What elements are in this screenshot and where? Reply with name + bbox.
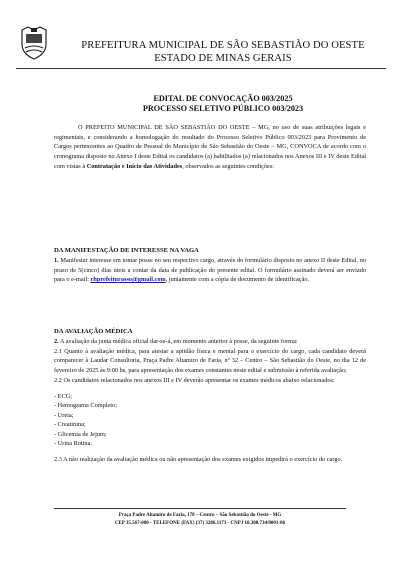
paragraph-2 bbox=[54, 337, 366, 347]
section1-paragraph bbox=[54, 256, 366, 285]
exam-list bbox=[54, 392, 366, 450]
state-name: ESTADO DE MINAS GERAIS bbox=[154, 53, 292, 64]
intro-tail: , observados as seguintes condições: bbox=[182, 162, 275, 170]
footer-address: Praça Padre Altamiro de Faria, 178 – Centro – São Sebastião do Oeste - MG bbox=[118, 513, 282, 518]
list-item: - Urina Rotina. bbox=[54, 440, 92, 448]
section2-body bbox=[54, 337, 366, 465]
list-item: - Creatinina; bbox=[54, 421, 86, 429]
municipal-crest-logo bbox=[20, 26, 48, 60]
list-item: - Hemograma Completo; bbox=[54, 402, 117, 410]
email-link[interactable]: rhprefeiturasso@gmail.com bbox=[90, 276, 166, 284]
paragraph-2-3: 2.3 A não realização da avaliação médica ou não apresentação dos exames exigidos impedirá o exercício do cargo. bbox=[54, 456, 343, 464]
footer bbox=[40, 512, 360, 527]
paragraph-2-number: 2. bbox=[54, 338, 59, 345]
edital-title: EDITAL DE CONVOCAÇÃO 003/2025 bbox=[153, 94, 293, 103]
paragraph-2-1: 2.1 Quanto à avaliação médica, para atestar a aptidão física e mental para o exercício do cargo, cada candidato deverá comparecer à Laudar Consultoria, Praça Padre Altamiro de Faria, nº 32 – Centro – São Sebastião do Oeste, no dia 12 de fevereiro de 2025 às 9:00 hs, para apresentação dos exames constantes neste edital e submissão à referida avaliação; bbox=[54, 347, 366, 375]
intro-bold-text: Contratação e Início das Atividades bbox=[86, 162, 183, 170]
processo-title: PROCESSO SELETIVO PÚBLICO 003/2023 bbox=[142, 103, 304, 113]
paragraph-2-text: A avaliação da junta médica oficial dar-se-á, em momento anterior à posse, da seguinte forma: bbox=[58, 338, 298, 345]
list-item: - Glicemia de Jejum; bbox=[54, 430, 107, 438]
list-item: - Ureia; bbox=[54, 411, 74, 419]
section1-number: 1. bbox=[54, 257, 59, 264]
section1-text: Manifestar interesse em tomar posse no seu respectivo cargo, através do formulário disposto no anexo II deste Edital, no prazo de 5(cinco) dias úteis a contar da data de publicação do presente edital. O formulário assinado deverá ser enviado para o e-mail: bbox=[54, 257, 366, 284]
section2-heading: DA AVALIAÇÃO MÉDICA bbox=[54, 328, 133, 335]
paragraph-2-2: 2.2 Os candidatos relacionados nos anexos III e IV deverão apresentar os exames médicos abaixo relacionados: bbox=[54, 376, 335, 384]
prefeitura-name: PREFEITURA MUNICIPAL DE SÃO SEBASTIÃO DO OESTE bbox=[81, 40, 365, 51]
footer-divider bbox=[54, 508, 346, 509]
header-divider bbox=[16, 68, 386, 69]
section1-heading: DA MANIFESTAÇÃO DE INTERESSE NA VAGA bbox=[54, 247, 199, 254]
footer-contact: CEP 35.567-000 - TELEFONE (FAX) (37) 3286.1173 - CNPJ 18.308.734/0001-06 bbox=[114, 520, 286, 526]
intro-paragraph bbox=[54, 123, 366, 172]
list-item: - ECG; bbox=[54, 392, 73, 400]
intro-text: O PREFEITO MUNICIPAL DE SÃO SEBASTIÃO DO OESTE – MG, no uso de suas atribuições legais e regimentais, e considerando a homologação do resultado do Processo Seletivo Público 003/2023 para Provimento de Cargos pertencentes ao Quadro de Pessoal do Município de São Sebastião do Oeste – MG, CONVOCA de acordo com o cronograma disposto no Anexo I deste Edital os candidatos (a) habilitados (a) relacionados nos Anexos III e IV deste Edital com vistas à bbox=[54, 124, 366, 170]
letterhead-title bbox=[58, 39, 388, 65]
section1-tail: , juntamente com a cópia de documento de identificação. bbox=[165, 276, 310, 284]
document-titles bbox=[58, 94, 388, 113]
